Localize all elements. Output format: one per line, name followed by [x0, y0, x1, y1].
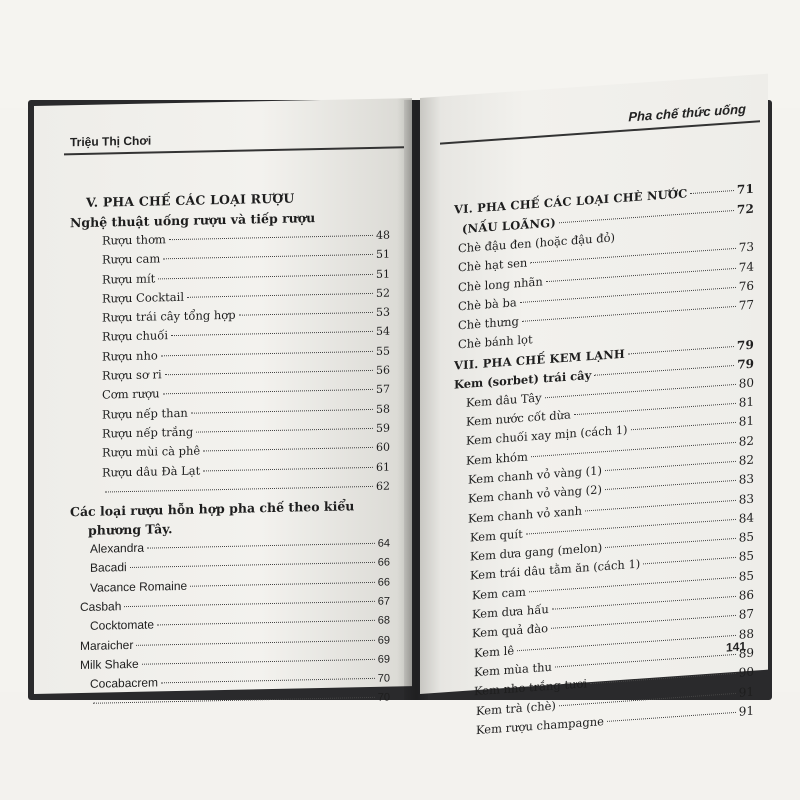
toc-page: 90 — [738, 664, 754, 680]
toc-label: Rượu nho — [102, 348, 158, 364]
toc-page: 48 — [376, 228, 390, 242]
toc-page: 53 — [376, 305, 390, 320]
toc-label: Kem quả đào — [472, 621, 549, 641]
left-toc — [70, 187, 390, 715]
group-title-text: phương Tây. — [88, 521, 173, 539]
toc-page: 60 — [376, 440, 390, 455]
toc-label: Kem lê — [474, 643, 515, 660]
dot-leader — [163, 389, 373, 394]
toc-label: Cocabacrem — [90, 675, 159, 692]
toc-label: Kem dưa gang (melon) — [470, 540, 603, 564]
toc-label: Casbah — [80, 599, 122, 615]
toc-label: Alexandra — [90, 540, 145, 556]
toc-page: 69 — [377, 653, 390, 666]
dot-leader — [605, 480, 736, 490]
dot-leader — [93, 696, 375, 703]
toc-page: 69 — [377, 634, 390, 647]
toc-label: Chè bà ba — [458, 295, 517, 314]
toc-page: 81 — [738, 414, 754, 430]
dot-leader — [169, 235, 373, 240]
toc-label: Rượu sơ ri — [102, 367, 162, 383]
toc-label: Kem trà (chè) — [476, 698, 556, 718]
toc-page: 54 — [376, 325, 390, 339]
section-title-text: VII. PHA CHẾ KEM LẠNH — [454, 346, 625, 373]
toc-page: 51 — [376, 247, 390, 262]
toc-label: Kem mùa thu — [474, 659, 552, 680]
left-page — [34, 98, 412, 704]
group-title-text: Các loại rượu hỗn hợp pha chế theo kiểu — [70, 498, 355, 520]
toc-page: 71 — [736, 181, 754, 197]
dot-leader — [190, 582, 375, 587]
toc-label: Kem chanh vỏ vàng (2) — [468, 482, 602, 506]
toc-label: Maraicher — [80, 637, 134, 653]
dot-leader — [239, 312, 373, 316]
dot-leader — [628, 346, 734, 354]
right-toc — [454, 179, 754, 742]
toc-page: 66 — [377, 576, 390, 589]
dot-leader — [147, 543, 375, 549]
toc-label: Cocktomate — [90, 617, 155, 634]
toc-label: Bacadi — [90, 560, 127, 576]
dot-leader — [142, 659, 375, 665]
toc-page: 85 — [738, 568, 754, 584]
toc-page: 61 — [376, 460, 390, 474]
dot-leader — [161, 678, 375, 683]
toc-page: 67 — [377, 595, 390, 608]
toc-label: Rượu thơm — [102, 232, 166, 248]
dot-leader — [124, 601, 374, 607]
toc-page: 58 — [376, 402, 390, 416]
toc-page: 59 — [376, 421, 390, 435]
dot-leader — [165, 370, 373, 375]
toc-page: 80 — [738, 375, 754, 391]
dot-leader — [590, 673, 736, 684]
toc-label: Kem trái dâu tằm ăn (cách 1) — [470, 557, 641, 583]
toc-page: 70 — [377, 672, 390, 686]
toc-page: 57 — [376, 382, 390, 397]
toc-page: 85 — [738, 529, 754, 545]
dot-leader — [203, 466, 373, 471]
dot-leader — [196, 428, 373, 433]
toc-label: Kem nho trắng tươi — [474, 676, 588, 699]
right-page — [420, 74, 768, 737]
toc-label: Chè long nhãn — [458, 274, 543, 294]
group-title-text: Kem (sorbet) trái cây — [454, 367, 592, 392]
toc-label: Rượu nếp than — [102, 405, 188, 422]
dot-leader — [203, 447, 373, 452]
section-title-text: V. PHA CHẾ CÁC LOẠI RƯỢU — [86, 190, 295, 210]
toc-label: Kem khóm — [466, 449, 528, 468]
toc-page: 79 — [736, 337, 754, 353]
toc-page: 83 — [738, 471, 754, 487]
toc-page: 56 — [376, 363, 390, 377]
toc-label: Rượu Cocktail — [102, 289, 185, 306]
toc-label: Rượu chuối — [102, 328, 169, 345]
dot-leader — [130, 562, 375, 568]
dot-leader — [643, 557, 735, 564]
dot-leader — [105, 486, 373, 493]
toc-label: Chè đậu đen (hoặc đậu đỏ) — [458, 230, 615, 256]
toc-label: Chè bánh lọt — [458, 332, 533, 352]
toc-page: 86 — [738, 587, 754, 603]
toc-label: Kem dưa hấu — [472, 602, 549, 622]
toc-page: 83 — [738, 491, 754, 507]
toc-page: 79 — [737, 356, 754, 372]
toc-label: Milk Shake — [80, 656, 139, 672]
toc-label: Rượu nếp trắng — [102, 424, 194, 441]
toc-label: Kem chanh vỏ xanh — [468, 503, 583, 526]
dot-leader — [607, 712, 736, 722]
toc-label: Cơm rượu — [102, 386, 160, 402]
toc-label: Kem rượu champagne — [476, 713, 604, 737]
toc-label: Chè hạt sen — [458, 255, 528, 275]
section-title-text: (NẤU LOÃNG) — [462, 215, 556, 237]
toc-label: Kem chanh vỏ vàng (1) — [468, 463, 602, 487]
toc-page: 77 — [738, 297, 754, 313]
dot-leader — [690, 190, 733, 194]
toc-label: Rượu mùi cà phê — [102, 443, 201, 460]
toc-page: 70 — [377, 691, 390, 704]
toc-page: 84 — [738, 510, 754, 526]
dot-leader — [605, 538, 735, 548]
toc-page: 76 — [738, 278, 754, 294]
toc-label: Chè thưng — [458, 314, 519, 333]
dot-leader — [574, 403, 736, 415]
toc-page: 55 — [376, 344, 390, 358]
dot-leader — [605, 461, 736, 471]
toc-label: Rượu dâu Đà Lạt — [102, 463, 201, 480]
toc-page: 89 — [738, 645, 754, 661]
dot-leader — [191, 409, 373, 414]
toc-label: Kem cam — [472, 584, 526, 603]
toc-page: 91 — [738, 684, 754, 700]
toc-label: Kem nước cốt dừa — [466, 407, 571, 429]
toc-label: Vacance Romaine — [90, 578, 188, 595]
toc-page: 73 — [738, 239, 754, 256]
dot-leader — [158, 273, 373, 278]
page-number: 141 — [725, 639, 746, 655]
toc-label: Kem dâu Tây — [466, 390, 542, 410]
toc-page: 82 — [738, 452, 754, 468]
toc-page: 72 — [736, 201, 754, 217]
toc-page: 68 — [377, 614, 390, 628]
toc-page: 62 — [376, 479, 390, 493]
toc-label: Kem chuối xay mịn (cách 1) — [466, 422, 628, 449]
dot-leader — [187, 293, 373, 298]
dot-leader — [171, 331, 373, 336]
toc-label: Kem quít — [470, 526, 523, 545]
dot-leader — [161, 351, 373, 356]
dot-leader — [585, 499, 736, 511]
toc-page: 74 — [738, 259, 754, 275]
toc-label: Rượu mít — [102, 271, 156, 287]
dot-leader — [594, 365, 734, 376]
toc-label: Rượu trái cây tổng hợp — [102, 307, 236, 325]
toc-page: 91 — [738, 703, 754, 719]
toc-label: Rượu cam — [102, 251, 161, 267]
group-title-text: Nghệ thuật uống rượu và tiếp rượu — [70, 210, 316, 231]
toc-page: 82 — [738, 433, 754, 449]
right-page-header: Pha chế thức uống — [628, 101, 746, 125]
dot-leader — [163, 254, 373, 259]
toc-page: 64 — [377, 537, 390, 550]
open-book — [28, 100, 772, 737]
dot-leader — [136, 640, 374, 646]
toc-page: 81 — [738, 394, 754, 410]
toc-page: 88 — [738, 626, 754, 642]
toc-page: 85 — [738, 549, 754, 565]
dot-leader — [631, 422, 736, 430]
left-page-header: Triệu Thị Chơi — [70, 133, 152, 150]
header-rule — [440, 120, 760, 144]
toc-page: 66 — [377, 556, 390, 570]
toc-page: 52 — [376, 286, 390, 300]
dot-leader — [157, 620, 375, 626]
section-title-text: VI. PHA CHẾ CÁC LOẠI CHÈ NƯỚC — [454, 186, 688, 217]
toc-page: 51 — [376, 267, 390, 281]
toc-page: 87 — [738, 606, 754, 623]
